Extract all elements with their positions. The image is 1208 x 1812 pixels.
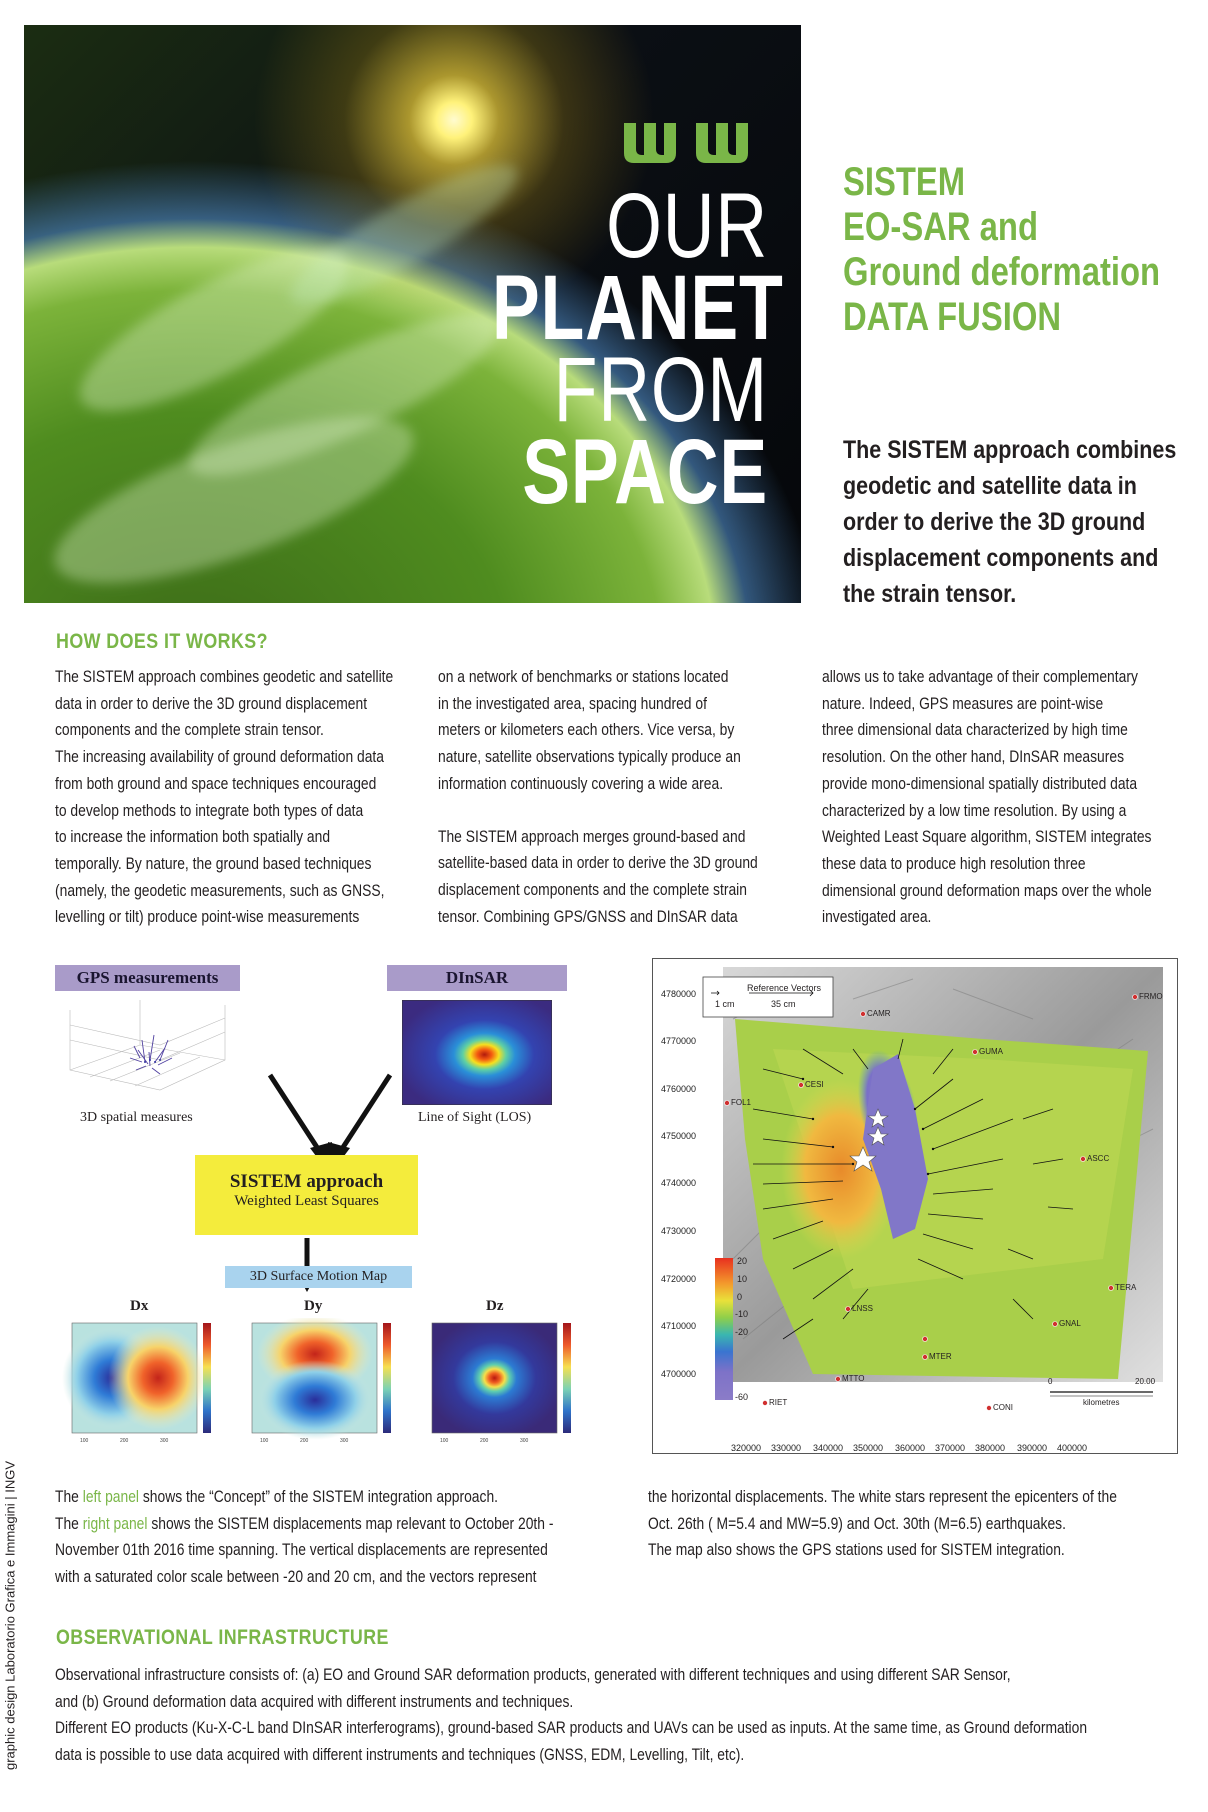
station-label: MTER: [929, 1352, 952, 1361]
how-column-3: [822, 664, 1192, 931]
svg-text:350000: 350000: [853, 1443, 884, 1453]
hero-title-line: SPACE: [522, 421, 768, 523]
text-line: data is possible to use data acquired with different instruments and techniques (GNSS, EDM, Levelling, Tilt, etc).: [55, 1746, 745, 1765]
svg-text:4720000: 4720000: [661, 1274, 697, 1284]
legend-tick: -10: [735, 1309, 749, 1319]
svg-text:4740000: 4740000: [661, 1178, 697, 1188]
svg-text:4780000: 4780000: [661, 989, 697, 999]
text-line: Different EO products (Ku-X-C-L band DInSAR interferograms), ground-based SAR products and UAVs can be used as inputs. At the same time, as Ground deformation: [55, 1719, 1088, 1738]
text-line: components and the complete strain tensor.: [55, 721, 324, 740]
dinsar-image: [402, 1000, 552, 1105]
text-line: on a network of benchmarks or stations located: [438, 668, 729, 686]
station-label: GNAL: [1059, 1319, 1081, 1328]
panel-label-dy: Dy: [304, 1298, 323, 1314]
text-line: satellite-based data in order to derive the 3D ground: [438, 854, 758, 873]
headline-line: EO-SAR and: [843, 205, 1038, 249]
svg-text:100: 100: [260, 1438, 269, 1444]
caption-line: [55, 1484, 593, 1511]
caption-line: the horizontal displacements. The white stars represent the epicenters of the: [648, 1488, 1117, 1506]
svg-text:4760000: 4760000: [661, 1084, 697, 1094]
right-panel-highlight: right panel: [82, 1514, 148, 1533]
caption-text: shows the SISTEM displacements map relevant to October 20th -: [147, 1514, 554, 1533]
section-title-obs: OBSERVATIONAL INFRASTRUCTURE: [56, 1626, 389, 1649]
text-line: characterized by a low time resolution. By using a: [822, 801, 1127, 820]
svg-text:340000: 340000: [813, 1443, 844, 1453]
hero-title-line: PLANET: [491, 257, 784, 359]
sistem-box: [195, 1155, 418, 1235]
text-line: tensor. Combining GPS/GNSS and DInSAR data: [438, 907, 738, 926]
legend-tick: 0: [737, 1292, 743, 1302]
caption-line: November 01th 2016 time spanning. The vertical displacements are represented: [55, 1541, 548, 1560]
text-line: dimensional ground deformation maps over the whole: [822, 881, 1152, 900]
text-line: The SISTEM approach merges ground-based and: [438, 827, 746, 846]
text-line: and (b) Ground deformation data acquired with different instruments and techniques.: [55, 1692, 574, 1711]
motion-map-label: 3D Surface Motion Map: [225, 1266, 412, 1288]
text-line: investigated area.: [822, 908, 932, 927]
station-label: MTTO: [842, 1374, 865, 1383]
credit-wrap: [0, 1428, 18, 1806]
station-label: GUMA: [979, 1047, 1003, 1056]
text-line: levelling or tilt) produce point-wise measurements: [55, 908, 360, 927]
text-line: these data to produce high resolution three: [822, 854, 1086, 873]
svg-text:4730000: 4730000: [661, 1226, 697, 1236]
headline-line: SISTEM: [843, 160, 966, 204]
text-line: provide mono-dimensional spatially distributed data: [822, 774, 1138, 793]
hero-title-line: OUR: [606, 175, 768, 277]
text-line: allows us to take advantage of their complementary: [822, 668, 1138, 686]
text-line: from both ground and space techniques encouraged: [55, 774, 377, 793]
station-label: CAMR: [867, 1009, 891, 1018]
caption-right: [648, 1484, 1186, 1564]
caption-line: Oct. 26th ( M=5.4 and MW=5.9) and Oct. 30th (M=6.5) earthquakes.: [648, 1514, 1066, 1533]
svg-text:330000: 330000: [771, 1443, 802, 1453]
displacement-map: [652, 958, 1178, 1454]
headline-line: DATA FUSION: [843, 295, 1062, 339]
text-line: displacement components and the complete strain: [438, 880, 747, 899]
text-line: in the investigated area, spacing hundred of: [438, 694, 707, 713]
sistem-title: SISTEM approach: [229, 1171, 384, 1192]
concept-diagram: [50, 960, 590, 1480]
caption-text: The: [55, 1488, 83, 1506]
svg-text:370000: 370000: [935, 1443, 966, 1453]
text-line: data in order to derive the 3D ground displacement: [55, 694, 368, 713]
dx-panel: [60, 1318, 230, 1448]
text-line: The SISTEM approach combines geodetic and satellite: [55, 668, 394, 686]
station-label: ASCC: [1087, 1154, 1110, 1163]
text-line: meters or kilometers each others. Vice versa, by: [438, 721, 735, 740]
svg-text:300: 300: [160, 1438, 169, 1444]
gps-3d-plot: [50, 1000, 250, 1100]
svg-text:300: 300: [520, 1438, 529, 1444]
legend-tick: 10: [737, 1274, 748, 1284]
station-label: FOL1: [731, 1098, 752, 1107]
scale-twenty: 20.00: [1135, 1377, 1156, 1386]
dy-panel: [240, 1318, 410, 1448]
headline-line: Ground deformation: [843, 250, 1161, 294]
station-label: CONI: [993, 1403, 1013, 1412]
text-line: to develop methods to integrate both types of data: [55, 801, 364, 820]
ref-1cm-label: 1 cm: [715, 999, 735, 1009]
ingv-logo-icon: [624, 115, 759, 163]
hero-title: [491, 175, 784, 523]
svg-text:4700000: 4700000: [661, 1369, 697, 1379]
svg-text:100: 100: [80, 1438, 89, 1444]
dz-panel: [420, 1318, 590, 1448]
station-label: LNSS: [852, 1304, 873, 1313]
station-label: FRMO: [1139, 992, 1163, 1001]
caption-line: with a saturated color scale between -20 and 20 cm, and the vectors represent: [55, 1568, 537, 1587]
map-canvas: [653, 959, 1177, 1453]
svg-text:200: 200: [120, 1438, 129, 1444]
caption-left: [55, 1484, 593, 1591]
text-line: nature, satellite observations typically produce an: [438, 748, 741, 767]
svg-text:390000: 390000: [1017, 1443, 1048, 1453]
gps-label: GPS measurements: [55, 965, 240, 991]
text-line: information continuously covering a wide area.: [438, 774, 724, 793]
graphic-design-credit: graphic design Laboratorio Grafica e Immagini | INGV: [2, 1460, 18, 1771]
svg-text:360000: 360000: [895, 1443, 926, 1453]
svg-text:300: 300: [340, 1438, 349, 1444]
dinsar-caption: Line of Sight (LOS): [418, 1110, 532, 1125]
left-panel-highlight: left panel: [82, 1488, 139, 1506]
svg-text:4770000: 4770000: [661, 1036, 697, 1046]
intro-text: The SISTEM approach combines geodetic and satellite data in order to derive the 3D ground displacement components and the strain tensor.: [843, 436, 1177, 608]
gps-caption: 3D spatial measures: [80, 1110, 193, 1125]
ref-35cm-label: 35 cm: [771, 999, 796, 1009]
panel-label-dx: Dx: [130, 1298, 149, 1314]
caption-text: shows the “Concept” of the SISTEM integration approach.: [139, 1488, 499, 1506]
text-line: to increase the information both spatially and: [55, 828, 331, 847]
svg-text:4710000: 4710000: [661, 1321, 697, 1331]
text-line: (namely, the geodetic measurements, such as GNSS,: [55, 881, 385, 900]
how-column-2: [438, 664, 799, 930]
text-line: resolution. On the other hand, DInSAR measures: [822, 748, 1125, 767]
svg-text:100: 100: [440, 1438, 449, 1444]
legend-tick: -60: [735, 1392, 749, 1402]
scale-unit: kilometres: [1083, 1398, 1120, 1407]
sistem-subtitle: Weighted Least Squares: [234, 1193, 379, 1209]
svg-text:320000: 320000: [731, 1443, 762, 1453]
svg-text:400000: 400000: [1057, 1443, 1088, 1453]
headline: [843, 160, 1161, 340]
ref-vectors-title: Reference Vectors: [747, 983, 822, 993]
station-label: TERA: [1115, 1283, 1137, 1292]
how-column-1: [55, 664, 416, 931]
caption-line: [55, 1511, 593, 1538]
caption-text: The: [55, 1514, 83, 1533]
text-line: Observational infrastructure consists of: (a) EO and Ground SAR deformation products, generated with different techniques and using different SAR Sensor,: [55, 1666, 1011, 1684]
caption-line: The map also shows the GPS stations used for SISTEM integration.: [648, 1541, 1065, 1560]
legend-tick: -20: [735, 1327, 749, 1337]
dinsar-label: DInSAR: [387, 965, 567, 991]
station-label: CESI: [805, 1080, 824, 1089]
hero-image: [24, 25, 801, 603]
legend-tick: 20: [737, 1256, 748, 1266]
svg-text:380000: 380000: [975, 1443, 1006, 1453]
panel-label-dz: Dz: [486, 1298, 504, 1314]
station-label: RIET: [769, 1398, 788, 1407]
text-line: temporally. By nature, the ground based techniques: [55, 854, 372, 873]
text-line: three dimensional data characterized by high time: [822, 721, 1128, 740]
hero-title-line: FROM: [553, 339, 768, 441]
section-title-how: HOW DOES IT WORKS?: [56, 630, 268, 653]
text-line: nature. Indeed, GPS measures are point-wise: [822, 694, 1104, 713]
scale-zero: 0: [1048, 1377, 1053, 1386]
svg-text:4750000: 4750000: [661, 1131, 697, 1141]
text-line: Weighted Least Square algorithm, SISTEM integrates: [822, 828, 1152, 847]
text-line: The increasing availability of ground deformation data: [55, 748, 384, 767]
svg-text:200: 200: [480, 1438, 489, 1444]
obs-text: [55, 1662, 1189, 1769]
svg-text:200: 200: [300, 1438, 309, 1444]
